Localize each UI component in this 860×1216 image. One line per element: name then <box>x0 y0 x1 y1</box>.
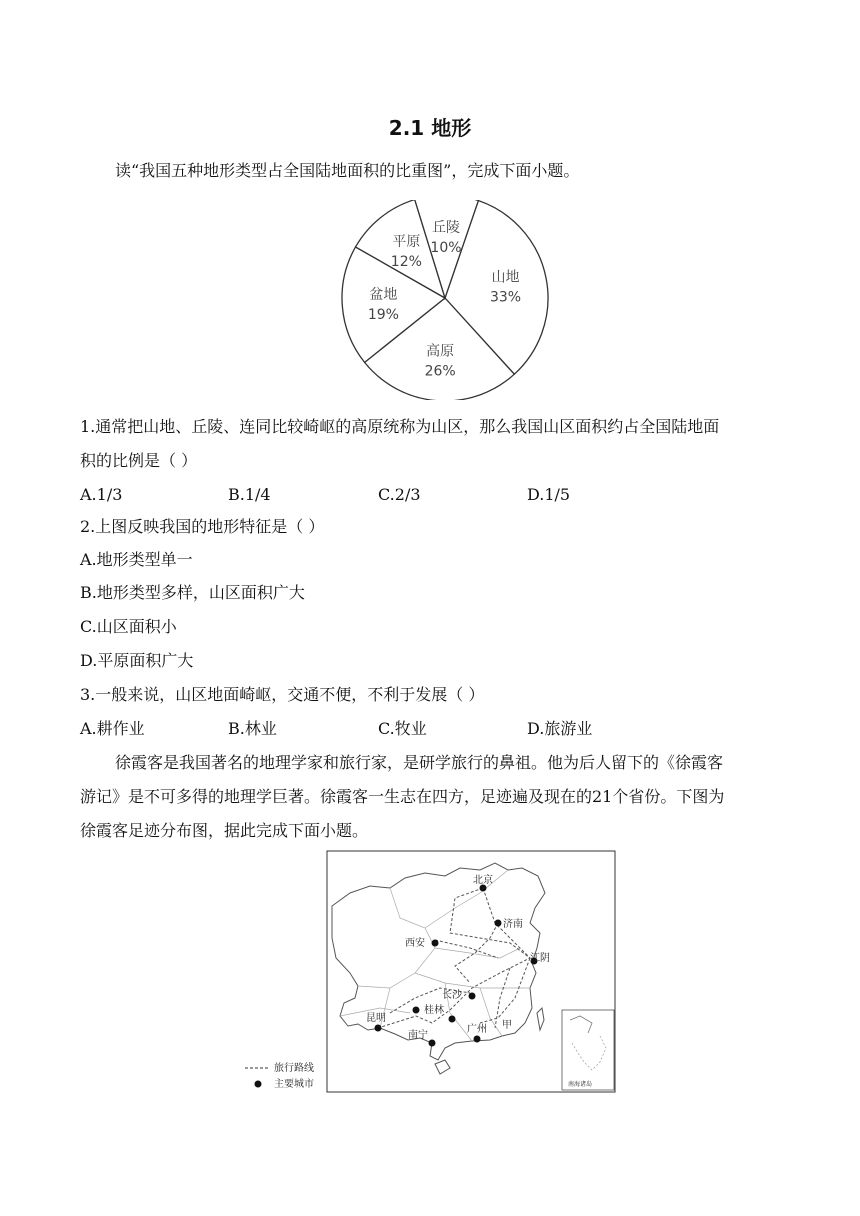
intro-paragraph-1: 读“我国五种地形类型占全国陆地面积的比重图”，完成下面小题。 <box>115 161 580 180</box>
svg-text:江阴: 江阴 <box>530 953 550 964</box>
svg-text:西安: 西安 <box>405 938 425 949</box>
intro-paragraph-2-line1: 徐霞客是我国著名的地理学家和旅行家，是研学旅行的鼻祖。他为后人留下的《徐霞客 <box>115 753 724 772</box>
q3-option-b[interactable]: B.林业 <box>228 719 277 738</box>
q3-option-c[interactable]: C.牧业 <box>378 719 427 738</box>
pie-label-mountain: 山地 <box>491 269 520 286</box>
q2-option-c[interactable]: C.山区面积小 <box>80 617 177 636</box>
pie-label-plateau: 高原 <box>426 343 455 360</box>
svg-text:昆明: 昆明 <box>366 1013 386 1024</box>
svg-text:桂林: 桂林 <box>424 1005 444 1016</box>
q2-option-b[interactable]: B.地形类型多样，山区面积广大 <box>80 583 305 602</box>
terrain-pie-chart <box>335 200 565 400</box>
page-title: 2.1 地形 <box>388 116 472 140</box>
q1-option-c[interactable]: C.2/3 <box>378 485 421 504</box>
pie-value-mountain: 33% <box>489 289 522 306</box>
pie-label-hill: 丘陵 <box>431 220 460 237</box>
q1-option-d[interactable]: D.1/5 <box>527 485 571 504</box>
pie-label-basin: 盆地 <box>369 286 398 303</box>
pie-value-plain: 12% <box>390 253 422 270</box>
q1-option-b[interactable]: B.1/4 <box>228 485 271 504</box>
q2-stem: 2.上图反映我国的地形特征是（ ） <box>80 517 325 536</box>
q3-option-d[interactable]: D.旅游业 <box>527 719 593 738</box>
legend-city-label: 主要城市 <box>274 1079 314 1090</box>
pie-value-plateau: 26% <box>424 363 456 380</box>
pie-label-plain: 平原 <box>392 233 421 250</box>
svg-text:广州: 广州 <box>467 1024 487 1035</box>
q2-option-d[interactable]: D.平原面积广大 <box>80 651 194 670</box>
q1-stem-line2: 积的比例是（ ） <box>80 451 198 470</box>
marker-jia: 甲 <box>502 1020 512 1031</box>
city-dot <box>449 1016 456 1023</box>
intro-paragraph-2-line3: 徐霞客足迹分布图，据此完成下面小题。 <box>80 821 369 840</box>
q3-stem: 3.一般来说，山区地面崎岖，交通不便，不利于发展（ ） <box>80 685 485 704</box>
south-china-sea-inset <box>562 1010 614 1090</box>
intro-paragraph-2-line2: 游记》是不可多得的地理学巨著。徐霞客一生志在四方，足迹遍及现在的21个省份。下图为 <box>80 787 725 806</box>
city-jiangyin <box>530 952 550 965</box>
pie-value-basin: 19% <box>367 306 399 323</box>
map-legend <box>245 1061 314 1090</box>
pie-value-hill: 10% <box>430 240 462 257</box>
q1-option-a[interactable]: A.1/3 <box>80 485 123 504</box>
q1-stem-line1: 1.通常把山地、丘陵、连同比较崎岖的高原统称为山区，那么我国山区面积约占全国陆地面 <box>80 417 720 436</box>
svg-text:长沙: 长沙 <box>442 990 462 1001</box>
svg-text:南海诸岛: 南海诸岛 <box>568 1081 593 1088</box>
svg-text:济南: 济南 <box>503 919 523 930</box>
svg-text:北京: 北京 <box>473 875 493 886</box>
q2-option-a[interactable]: A.地形类型单一 <box>80 550 193 569</box>
xu-xiake-route-map <box>240 848 620 1098</box>
legend-route-label: 旅行路线 <box>274 1063 314 1074</box>
svg-text:南宁: 南宁 <box>408 1030 428 1041</box>
q3-option-a[interactable]: A.耕作业 <box>80 719 145 738</box>
